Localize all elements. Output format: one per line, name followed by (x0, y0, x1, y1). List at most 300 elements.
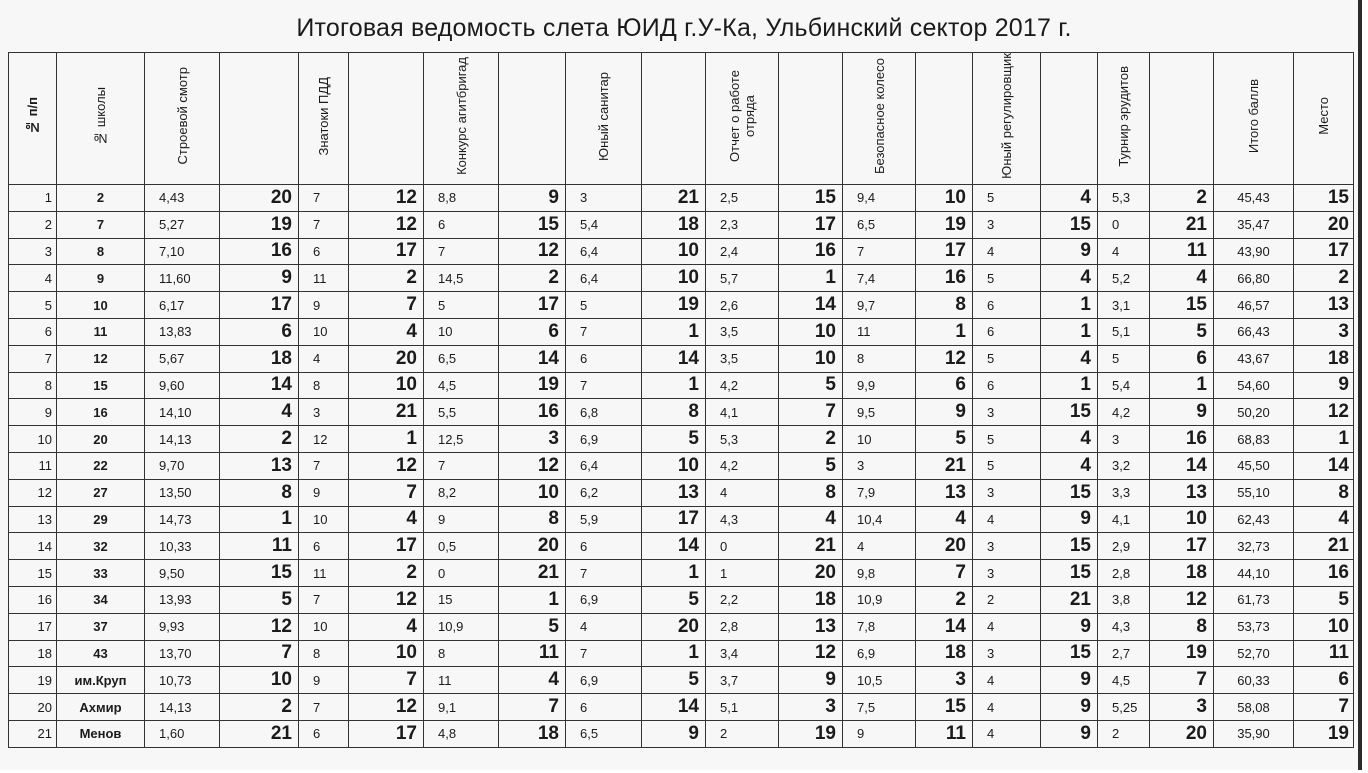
row-number: 20 (9, 694, 57, 721)
score-points: 4 (220, 399, 299, 426)
score-points: 12 (779, 640, 843, 667)
score-points: 16 (916, 265, 973, 292)
school-number: 22 (57, 452, 145, 479)
row-number: 18 (9, 640, 57, 667)
table-row (9, 720, 1354, 747)
row-number: 8 (9, 372, 57, 399)
score-value: 7 (299, 185, 349, 212)
score-value: 8 (424, 640, 499, 667)
score-value: 3 (843, 452, 916, 479)
score-points: 4 (1041, 452, 1098, 479)
score-value: 14,73 (145, 506, 220, 533)
score-value: 5 (973, 185, 1041, 212)
score-points: 17 (349, 238, 424, 265)
score-value: 4 (299, 345, 349, 372)
score-points: 1 (642, 318, 706, 345)
score-points: 6 (499, 318, 566, 345)
score-points: 12 (349, 211, 424, 238)
row-number: 19 (9, 667, 57, 694)
header-drill-points (220, 53, 299, 185)
score-points: 4 (1041, 345, 1098, 372)
row-number: 7 (9, 345, 57, 372)
score-value: 8,2 (424, 479, 499, 506)
score-points: 20 (779, 560, 843, 587)
table-row (9, 292, 1354, 319)
final-place: 7 (1294, 694, 1354, 721)
score-points: 18 (916, 640, 973, 667)
final-place: 21 (1294, 533, 1354, 560)
score-value: 2,6 (706, 292, 779, 319)
score-points: 20 (916, 533, 973, 560)
score-value: 2,3 (706, 211, 779, 238)
score-points: 14 (1150, 452, 1214, 479)
score-points: 13 (916, 479, 973, 506)
score-points: 4 (1041, 185, 1098, 212)
score-value: 4,2 (1098, 399, 1150, 426)
score-value: 7 (299, 452, 349, 479)
score-points: 18 (499, 720, 566, 747)
score-points: 21 (1041, 586, 1098, 613)
row-number: 10 (9, 426, 57, 453)
score-value: 9,7 (843, 292, 916, 319)
score-points: 19 (779, 720, 843, 747)
score-points: 1 (1041, 318, 1098, 345)
score-value: 4 (706, 479, 779, 506)
score-points: 16 (1150, 426, 1214, 453)
score-value: 5 (1098, 345, 1150, 372)
final-place: 3 (1294, 318, 1354, 345)
score-points: 12 (349, 452, 424, 479)
score-value: 3,5 (706, 345, 779, 372)
score-value: 14,13 (145, 694, 220, 721)
total-score: 35,47 (1214, 211, 1294, 238)
header-medic-points (642, 53, 706, 185)
score-points: 2 (779, 426, 843, 453)
total-score: 52,70 (1214, 640, 1294, 667)
final-place: 16 (1294, 560, 1354, 587)
header-controller: Юный регулировщик (973, 53, 1041, 185)
score-points: 17 (779, 211, 843, 238)
score-points: 10 (916, 185, 973, 212)
score-points: 2 (916, 586, 973, 613)
school-number: 11 (57, 318, 145, 345)
total-score: 45,43 (1214, 185, 1294, 212)
score-value: 6,9 (566, 586, 642, 613)
sheet-title: Итоговая ведомость слета ЮИД г.У-Ка, Ульбинский сектор 2017 г. (296, 14, 1072, 42)
score-points: 1 (1041, 292, 1098, 319)
school-number: 27 (57, 479, 145, 506)
table-row (9, 452, 1354, 479)
school-number: 10 (57, 292, 145, 319)
score-value: 4 (973, 694, 1041, 721)
score-value: 8 (299, 640, 349, 667)
score-points: 14 (499, 345, 566, 372)
score-points: 1 (779, 265, 843, 292)
score-value: 7 (566, 372, 642, 399)
score-value: 7 (843, 238, 916, 265)
table-row (9, 399, 1354, 426)
score-value: 10 (299, 613, 349, 640)
score-value: 7,9 (843, 479, 916, 506)
total-score: 66,80 (1214, 265, 1294, 292)
score-value: 0 (706, 533, 779, 560)
score-points: 5 (1150, 318, 1214, 345)
total-score: 35,90 (1214, 720, 1294, 747)
score-points: 12 (349, 586, 424, 613)
score-value: 6 (973, 292, 1041, 319)
score-points: 15 (499, 211, 566, 238)
table-row (9, 318, 1354, 345)
score-points: 6 (916, 372, 973, 399)
score-value: 15 (424, 586, 499, 613)
score-value: 7 (299, 694, 349, 721)
score-value: 9 (299, 479, 349, 506)
score-value: 9,5 (843, 399, 916, 426)
score-points: 4 (1150, 265, 1214, 292)
total-score: 66,43 (1214, 318, 1294, 345)
score-points: 17 (916, 238, 973, 265)
score-points: 15 (1041, 211, 1098, 238)
score-points: 1 (1150, 372, 1214, 399)
score-value: 3 (973, 399, 1041, 426)
score-value: 14,13 (145, 426, 220, 453)
score-value: 6 (299, 238, 349, 265)
school-number: 15 (57, 372, 145, 399)
score-value: 9,50 (145, 560, 220, 587)
total-score: 32,73 (1214, 533, 1294, 560)
score-value: 11,60 (145, 265, 220, 292)
school-number: 7 (57, 211, 145, 238)
table-row (9, 372, 1354, 399)
final-place: 10 (1294, 613, 1354, 640)
score-points: 21 (916, 452, 973, 479)
school-number: 33 (57, 560, 145, 587)
final-place: 11 (1294, 640, 1354, 667)
score-points: 2 (349, 560, 424, 587)
score-value: 5,3 (706, 426, 779, 453)
score-value: 6,4 (566, 452, 642, 479)
score-value: 5,4 (1098, 372, 1150, 399)
score-value: 4 (973, 720, 1041, 747)
score-points: 14 (642, 533, 706, 560)
score-value: 4 (973, 667, 1041, 694)
score-points: 10 (1150, 506, 1214, 533)
total-score: 54,60 (1214, 372, 1294, 399)
table-row (9, 694, 1354, 721)
score-value: 6 (973, 318, 1041, 345)
score-value: 9,4 (843, 185, 916, 212)
score-points: 2 (220, 426, 299, 453)
score-points: 21 (1150, 211, 1214, 238)
score-value: 3 (973, 479, 1041, 506)
score-points: 21 (779, 533, 843, 560)
total-score: 45,50 (1214, 452, 1294, 479)
score-points: 4 (499, 667, 566, 694)
score-points: 14 (642, 694, 706, 721)
school-number: 29 (57, 506, 145, 533)
score-points: 19 (916, 211, 973, 238)
score-value: 2,7 (1098, 640, 1150, 667)
score-points: 17 (349, 720, 424, 747)
row-number: 16 (9, 586, 57, 613)
score-value: 5 (566, 292, 642, 319)
row-number: 3 (9, 238, 57, 265)
row-number: 17 (9, 613, 57, 640)
score-points: 14 (220, 372, 299, 399)
score-points: 12 (1150, 586, 1214, 613)
score-value: 10,5 (843, 667, 916, 694)
score-points: 8 (220, 479, 299, 506)
row-number: 14 (9, 533, 57, 560)
score-value: 5 (973, 265, 1041, 292)
header-erudite: Турнир эрудитов (1098, 53, 1150, 185)
score-points: 15 (1041, 533, 1098, 560)
table-header (9, 53, 1354, 185)
score-points: 15 (916, 694, 973, 721)
score-value: 5,25 (1098, 694, 1150, 721)
score-value: 13,70 (145, 640, 220, 667)
score-value: 7 (424, 238, 499, 265)
final-place: 6 (1294, 667, 1354, 694)
score-value: 5,2 (1098, 265, 1150, 292)
score-value: 9,60 (145, 372, 220, 399)
score-points: 7 (349, 479, 424, 506)
score-value: 13,93 (145, 586, 220, 613)
score-value: 6,9 (566, 426, 642, 453)
header-erudite-points (1150, 53, 1214, 185)
final-place: 4 (1294, 506, 1354, 533)
score-points: 2 (220, 694, 299, 721)
score-points: 4 (1041, 426, 1098, 453)
final-place: 13 (1294, 292, 1354, 319)
school-number: 16 (57, 399, 145, 426)
score-value: 4 (973, 506, 1041, 533)
final-place: 2 (1294, 265, 1354, 292)
score-points: 7 (220, 640, 299, 667)
score-value: 6 (299, 720, 349, 747)
score-points: 4 (349, 506, 424, 533)
header-traffic-rules: Знатоки ПДД (299, 53, 349, 185)
score-points: 18 (1150, 560, 1214, 587)
score-value: 4,5 (424, 372, 499, 399)
score-points: 9 (499, 185, 566, 212)
score-value: 5,27 (145, 211, 220, 238)
header-agit-points (499, 53, 566, 185)
score-points: 10 (642, 265, 706, 292)
score-value: 10,9 (424, 613, 499, 640)
row-number: 21 (9, 720, 57, 747)
score-points: 5 (916, 426, 973, 453)
score-value: 5,7 (706, 265, 779, 292)
score-points: 12 (916, 345, 973, 372)
table-row (9, 265, 1354, 292)
school-number: 12 (57, 345, 145, 372)
total-score: 46,57 (1214, 292, 1294, 319)
score-value: 9 (299, 667, 349, 694)
final-place: 17 (1294, 238, 1354, 265)
score-points: 4 (916, 506, 973, 533)
school-number: Ахмир (57, 694, 145, 721)
score-value: 10,9 (843, 586, 916, 613)
score-points: 12 (499, 452, 566, 479)
final-place: 20 (1294, 211, 1354, 238)
header-drill: Строевой смотр (145, 53, 220, 185)
table-row (9, 533, 1354, 560)
score-value: 6 (566, 345, 642, 372)
table-row (9, 345, 1354, 372)
score-value: 6,5 (424, 345, 499, 372)
header-agit: Конкурс агитбригад (424, 53, 499, 185)
score-points: 9 (1041, 613, 1098, 640)
score-value: 3,7 (706, 667, 779, 694)
score-value: 6,8 (566, 399, 642, 426)
score-points: 3 (1150, 694, 1214, 721)
score-points: 11 (499, 640, 566, 667)
score-value: 8 (843, 345, 916, 372)
score-value: 12 (299, 426, 349, 453)
score-points: 9 (1041, 238, 1098, 265)
header-medic: Юный санитар (566, 53, 642, 185)
score-points: 1 (642, 372, 706, 399)
score-points: 10 (220, 667, 299, 694)
score-value: 5,3 (1098, 185, 1150, 212)
score-points: 21 (642, 185, 706, 212)
row-number: 15 (9, 560, 57, 587)
school-number: им.Круп (57, 667, 145, 694)
school-number: 2 (57, 185, 145, 212)
score-points: 15 (1041, 560, 1098, 587)
score-points: 15 (1041, 399, 1098, 426)
score-value: 9 (843, 720, 916, 747)
score-value: 2 (706, 720, 779, 747)
school-number: Менов (57, 720, 145, 747)
table-row (9, 560, 1354, 587)
score-value: 3,2 (1098, 452, 1150, 479)
score-points: 19 (220, 211, 299, 238)
score-points: 6 (1150, 345, 1214, 372)
score-points: 18 (220, 345, 299, 372)
score-value: 2 (973, 586, 1041, 613)
score-value: 9,93 (145, 613, 220, 640)
score-points: 9 (779, 667, 843, 694)
score-points: 2 (349, 265, 424, 292)
score-value: 5,5 (424, 399, 499, 426)
score-value: 7,8 (843, 613, 916, 640)
score-points: 9 (916, 399, 973, 426)
score-value: 2,8 (706, 613, 779, 640)
score-value: 6,2 (566, 479, 642, 506)
total-score: 62,43 (1214, 506, 1294, 533)
total-score: 60,33 (1214, 667, 1294, 694)
score-points: 17 (349, 533, 424, 560)
score-points: 9 (642, 720, 706, 747)
score-points: 21 (349, 399, 424, 426)
row-number: 11 (9, 452, 57, 479)
score-value: 4 (1098, 238, 1150, 265)
table-row (9, 426, 1354, 453)
score-value: 2,8 (1098, 560, 1150, 587)
score-value: 0 (1098, 211, 1150, 238)
score-points: 15 (1150, 292, 1214, 319)
score-value: 5 (973, 426, 1041, 453)
score-points: 10 (349, 372, 424, 399)
score-value: 3 (973, 533, 1041, 560)
score-value: 5 (973, 345, 1041, 372)
score-value: 2,9 (1098, 533, 1150, 560)
score-value: 4,2 (706, 452, 779, 479)
score-points: 18 (642, 211, 706, 238)
score-points: 4 (779, 506, 843, 533)
score-points: 9 (1041, 667, 1098, 694)
results-table (8, 52, 1354, 748)
score-points: 8 (916, 292, 973, 319)
score-points: 7 (779, 399, 843, 426)
score-value: 9,8 (843, 560, 916, 587)
header-total: Итого баллв (1214, 53, 1294, 185)
score-value: 3 (973, 560, 1041, 587)
score-value: 10,33 (145, 533, 220, 560)
score-points: 4 (349, 318, 424, 345)
score-points: 10 (642, 452, 706, 479)
score-points: 14 (779, 292, 843, 319)
score-points: 7 (499, 694, 566, 721)
score-value: 11 (424, 667, 499, 694)
score-points: 20 (220, 185, 299, 212)
final-place: 18 (1294, 345, 1354, 372)
score-points: 16 (220, 238, 299, 265)
score-points: 7 (1150, 667, 1214, 694)
score-value: 3,3 (1098, 479, 1150, 506)
header-controller-points (1041, 53, 1098, 185)
score-value: 3 (973, 640, 1041, 667)
score-value: 5,67 (145, 345, 220, 372)
total-score: 68,83 (1214, 426, 1294, 453)
score-points: 1 (499, 586, 566, 613)
score-value: 0,5 (424, 533, 499, 560)
school-number: 34 (57, 586, 145, 613)
score-value: 2,2 (706, 586, 779, 613)
table-row (9, 506, 1354, 533)
header-num: № п/п (9, 53, 57, 185)
row-number: 9 (9, 399, 57, 426)
score-points: 4 (1041, 265, 1098, 292)
score-points: 20 (499, 533, 566, 560)
score-value: 7 (299, 211, 349, 238)
score-value: 5,9 (566, 506, 642, 533)
score-value: 5,1 (706, 694, 779, 721)
total-score: 53,73 (1214, 613, 1294, 640)
score-points: 5 (499, 613, 566, 640)
score-points: 14 (916, 613, 973, 640)
score-points: 13 (220, 452, 299, 479)
score-value: 6,5 (566, 720, 642, 747)
table-row (9, 185, 1354, 212)
score-value: 3,5 (706, 318, 779, 345)
score-value: 7 (566, 640, 642, 667)
score-value: 6 (424, 211, 499, 238)
score-points: 9 (220, 265, 299, 292)
score-value: 8 (299, 372, 349, 399)
score-value: 6 (299, 533, 349, 560)
score-value: 5 (973, 452, 1041, 479)
score-value: 4 (973, 613, 1041, 640)
score-points: 12 (349, 185, 424, 212)
header-report: Отчет о работе отряда (706, 53, 779, 185)
score-points: 10 (779, 345, 843, 372)
score-value: 11 (299, 265, 349, 292)
score-value: 4 (843, 533, 916, 560)
score-points: 8 (642, 399, 706, 426)
